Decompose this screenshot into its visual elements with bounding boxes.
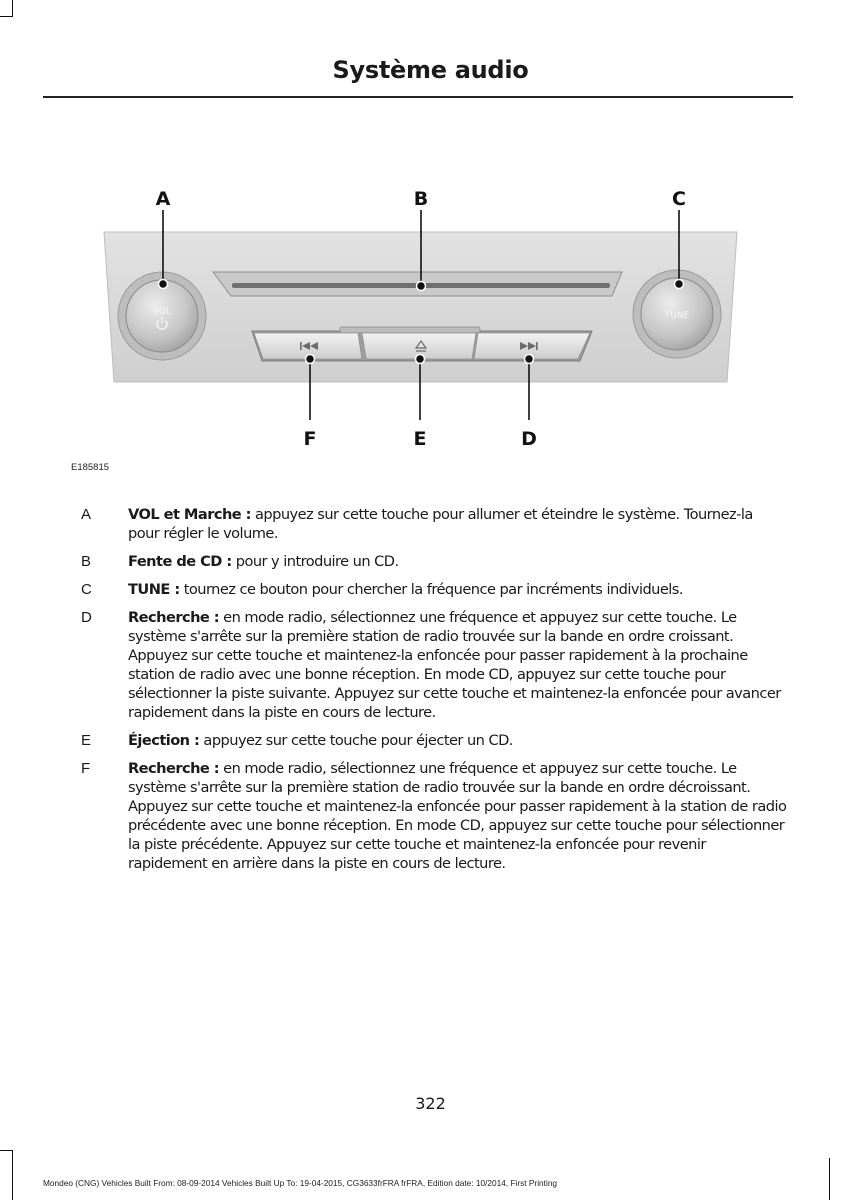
legend-description bbox=[128, 580, 788, 599]
tune-knob-label: TUNE bbox=[664, 311, 690, 321]
callout-a: A bbox=[155, 188, 171, 210]
legend-term: Recherche : bbox=[128, 760, 220, 777]
legend-description bbox=[128, 759, 788, 873]
legend-description bbox=[128, 552, 788, 571]
vol-knob-label: VOL bbox=[152, 307, 172, 317]
legend-item-e bbox=[0, 731, 861, 750]
crop-mark-bottom-right-vertical bbox=[829, 1158, 830, 1200]
figure-id: E185815 bbox=[71, 462, 110, 473]
callout-d: D bbox=[521, 428, 537, 450]
legend-text: en mode radio, sélectionnez une fréquence et appuyez sur cette touche. Le système s'arrête sur la première station de radio trouvée sur la bande en ordre croissant. Appuyez sur cette touche et maintenez-la enfoncée pour passer rapidement à la prochaine station de radio avec une bonne réception. En mode CD, appuyez sur cette touche pour sélectionner la piste suivante. Appuyez sur cette touche et maintenez-la enfoncée pour avancer rapidement dans la piste en cours de lecture. bbox=[128, 609, 781, 721]
legend-text: appuyez sur cette touche pour allumer et éteindre le système. Tournez-la pour régler le volume. bbox=[128, 506, 753, 542]
page-title: Système audio bbox=[332, 56, 529, 84]
legend-text: en mode radio, sélectionnez une fréquence et appuyez sur cette touche. Le système s'arrête sur la première station de radio trouvée sur la bande en ordre décroissant. Appuyez sur cette touche et maintenez-la enfoncée pour passer rapidement à la station de radio précédente avec une bonne réception. En mode CD, appuyez sur cette touche pour sélectionner la piste précédente. Appuyez sur cette touche et maintenez-la enfoncée pour revenir rapidement en arrière dans la piste en cours de lecture. bbox=[128, 760, 787, 872]
legend-letter: E bbox=[81, 732, 92, 749]
legend-item-b bbox=[0, 552, 861, 571]
legend-item-c bbox=[0, 580, 861, 599]
legend-term: Recherche : bbox=[128, 609, 220, 626]
callout-b: B bbox=[413, 188, 429, 210]
callout-c: C bbox=[672, 188, 686, 210]
legend-letter: A bbox=[81, 506, 92, 523]
legend-term: VOL et Marche : bbox=[128, 506, 251, 523]
callout-f: F bbox=[303, 428, 317, 450]
callout-e: E bbox=[413, 428, 427, 450]
legend-text: appuyez sur cette touche pour éjecter un CD. bbox=[199, 732, 513, 749]
legend-item-f bbox=[0, 759, 861, 873]
legend-item-a bbox=[0, 505, 861, 543]
legend-text: tournez ce bouton pour chercher la fréquence par incréments individuels. bbox=[179, 581, 683, 598]
page-number: 322 bbox=[415, 1094, 446, 1113]
legend-term: TUNE : bbox=[128, 581, 180, 598]
legend-letter: B bbox=[81, 553, 92, 570]
legend-term: Fente de CD : bbox=[128, 553, 232, 570]
legend-text: pour y introduire un CD. bbox=[231, 553, 399, 570]
audio-unit-figure bbox=[0, 0, 861, 460]
legend-letter: F bbox=[81, 760, 91, 777]
legend-description bbox=[128, 505, 788, 543]
footer-text: Mondeo (CNG) Vehicles Built From: 08-09-2014 Vehicles Built Up To: 19-04-2015, CG3633frFRA frFRA, Edition date: 10/2014, First Printing bbox=[43, 1178, 558, 1188]
legend-letter: D bbox=[81, 609, 92, 626]
legend-description bbox=[128, 608, 788, 722]
legend-description bbox=[128, 731, 788, 750]
legend-item-d bbox=[0, 608, 861, 722]
legend-term: Éjection : bbox=[128, 732, 200, 749]
legend-list bbox=[0, 505, 861, 882]
crop-mark-bottom-left-horizontal bbox=[0, 1150, 13, 1151]
crop-mark-bottom-left-vertical bbox=[12, 1150, 13, 1200]
legend-letter: C bbox=[81, 581, 92, 598]
